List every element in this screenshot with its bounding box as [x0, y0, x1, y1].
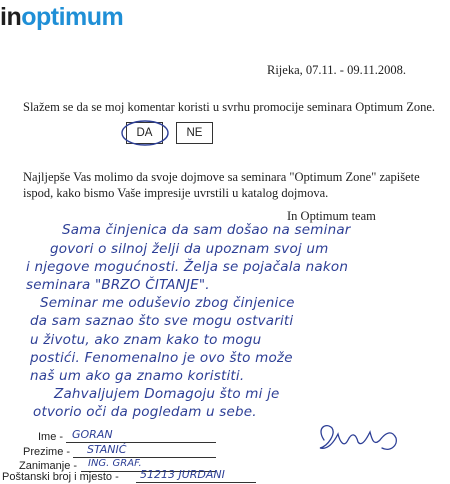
request-line-1: Najljepše Vas molimo da svoje dojmove sa seminara "Optimum Zone" zapišete — [23, 170, 420, 184]
postal-value[interactable]: 51213 JURDANI — [140, 468, 225, 481]
consent-statement: Slažem se da se moj komentar koristi u svrhu promocije seminara Optimum Zone. — [23, 100, 436, 114]
consent-yes-label: DA — [136, 127, 153, 139]
name-label: Ime - — [38, 431, 64, 443]
postal-label: Poštanski broj i mjesto - — [2, 471, 119, 483]
comment-line: u životu, ako znam kako to mogu — [30, 332, 262, 348]
comment-line: seminara "BRZO ČITANJE". — [26, 277, 210, 293]
occupation-value[interactable]: ING. GRAF. — [88, 458, 142, 469]
signature-stroke — [320, 426, 396, 450]
postal-underline — [136, 482, 256, 483]
name-value[interactable]: GORAN — [72, 428, 113, 441]
logo — [0, 2, 123, 32]
team-signature: In Optimum team — [287, 209, 376, 223]
comment-line: da sam saznao što sve mogu ostvariti — [30, 313, 294, 329]
handwritten-signature — [312, 418, 408, 456]
consent-no-label: NE — [186, 127, 203, 139]
comment-line: i njegove mogućnosti. Želja se pojačala nakon — [26, 259, 349, 275]
comment-line: postići. Fenomenalno je ovo što može — [30, 350, 293, 366]
place-date: Rijeka, 07.11. - 09.11.2008. — [267, 63, 406, 77]
comment-line: govori o silnoj želji da upoznam svoj um — [50, 241, 329, 257]
comment-line: naš um ako ga znamo koristiti. — [30, 368, 245, 384]
request-line-2: ispod, kako bismo Vaše impresije uvrstili u katalog dojmova. — [23, 186, 329, 200]
comment-line: otvorio oči da pogledam u sebe. — [33, 404, 257, 420]
yes-circle-ellipse — [122, 121, 168, 145]
logo-part-optimum: optimum — [21, 3, 124, 31]
surname-value[interactable]: STANIĆ — [87, 443, 127, 456]
comment-line: Sama činjenica da sam došao na seminar — [62, 222, 351, 238]
comment-line: Seminar me oduševio zbog činjenice — [40, 295, 295, 311]
consent-no-box[interactable] — [176, 122, 213, 144]
logo-part-in: in — [0, 3, 22, 31]
surname-label: Prezime - — [23, 446, 71, 458]
comment-line: Zahvaljujem Domagoju što mi je — [54, 386, 280, 402]
yes-circle-mark — [118, 117, 172, 149]
occupation-label: Zanimanje - — [19, 460, 78, 472]
